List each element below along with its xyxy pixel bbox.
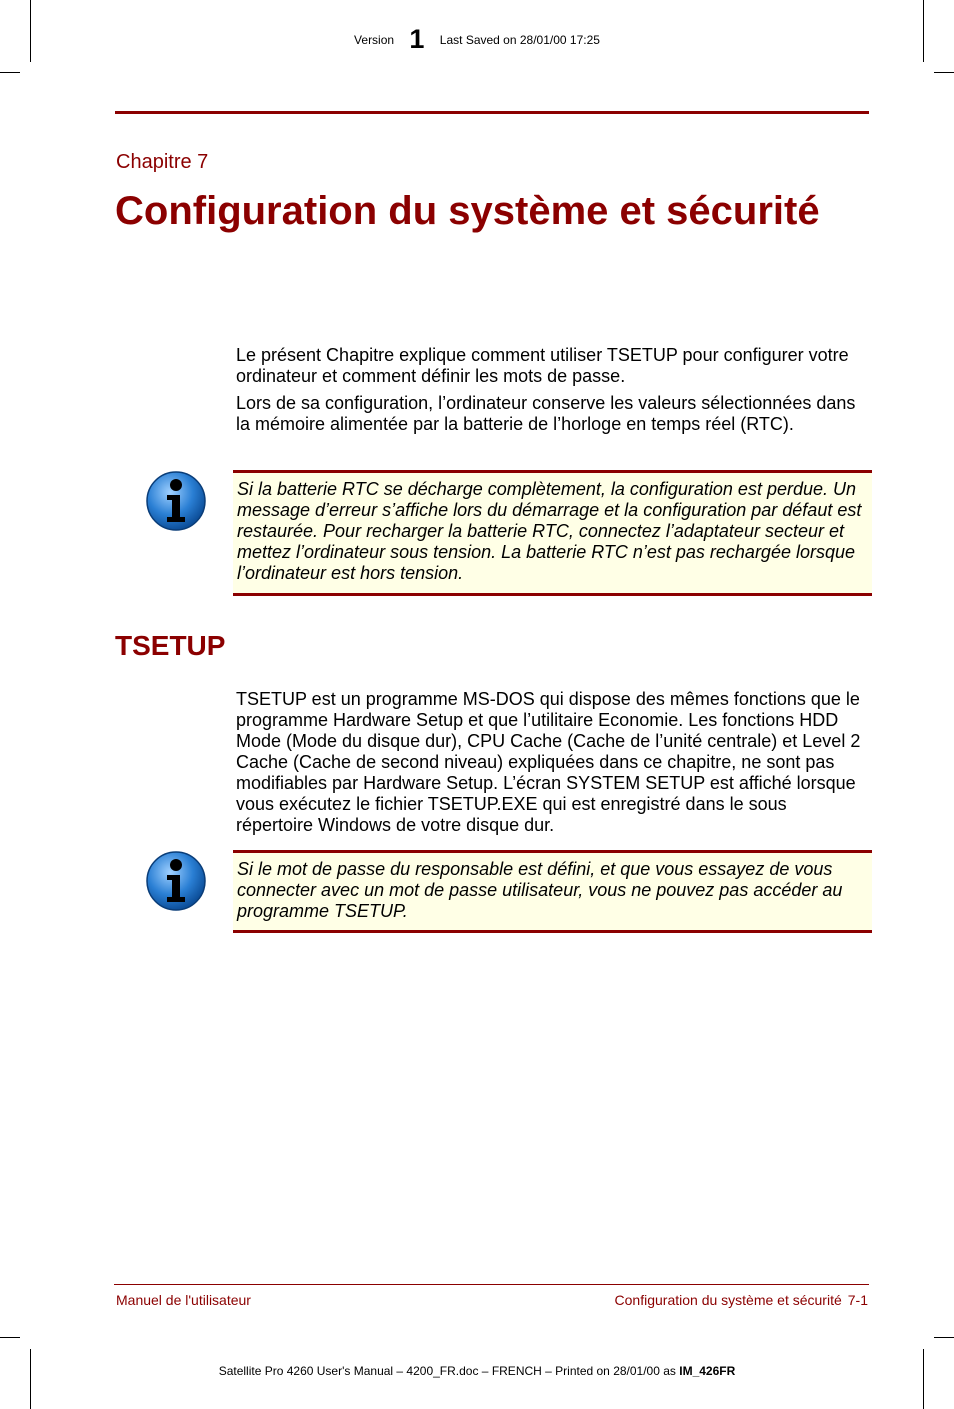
- version-label: Version: [354, 33, 395, 47]
- crop-mark: [0, 72, 20, 73]
- footer-left: Manuel de l'utilisateur: [116, 1292, 251, 1308]
- last-saved: Last Saved on 28/01/00 17:25: [439, 33, 600, 47]
- footer-right: [615, 1292, 868, 1308]
- top-rule: [115, 111, 869, 114]
- footer-chapter-title: Configuration du système et sécurité: [614, 1292, 842, 1308]
- document-header: [0, 24, 954, 55]
- info-icon: [145, 470, 207, 532]
- note-text: Si le mot de passe du responsable est défini, et que vous essayez de vous connecter avec un mot de passe utilisateur, vous ne pouvez pas accéder au programme TSETUP.: [237, 859, 843, 921]
- section-paragraph: TSETUP est un programme MS-DOS qui dispose des mêmes fonctions que le programme Hardware Setup et que l’utilitaire Economie. Les fonctions HDD Mode (Mode du disque dur), CPU Cache (Cache de l’unité centrale) et Level 2 Cache (Cache de second niveau) expliquées dans ce chapitre, ne sont pas modifiables par Hardware Setup. L’écran SYSTEM SETUP est affiché lorsque vous exécutez le fichier TSETUP.EXE qui est enregistré dans le sous répertoire Windows de votre disque dur.: [236, 689, 861, 835]
- intro-paragraph-1: Le présent Chapitre explique comment utiliser TSETUP pour configurer votre ordinateur et comment définir les mots de passe.: [236, 345, 849, 386]
- crop-mark: [934, 1337, 954, 1338]
- note-box: [233, 470, 872, 596]
- page-title: Configuration du système et sécurité: [115, 189, 820, 233]
- print-info: Satellite Pro 4260 User's Manual – 4200_FR.doc – FRENCH – Printed on 28/01/00 as: [218, 1364, 680, 1378]
- crop-mark: [0, 1337, 20, 1338]
- note-text: Si la batterie RTC se décharge complètement, la configuration est perdue. Un message d’erreur s’affiche lors du démarrage et la configuration par défaut est restaurée. Pour recharger la batterie RTC, connectez l’adaptateur secteur et mettez l’ordinateur sous tension. La batterie RTC n’est pas rechargée lorsque l’ordinateur est hors tension.: [237, 479, 862, 583]
- print-code: IM_426FR: [679, 1364, 736, 1378]
- footer-rule: [114, 1284, 869, 1285]
- crop-mark: [30, 1349, 31, 1409]
- crop-mark: [934, 72, 954, 73]
- print-line: [0, 1364, 954, 1378]
- info-icon: [145, 850, 207, 912]
- crop-mark: [923, 1349, 924, 1409]
- section-heading: TSETUP: [115, 630, 226, 661]
- chapter-label: Chapitre 7: [116, 151, 209, 173]
- version-number: 1: [409, 24, 425, 54]
- note-box: [233, 850, 872, 933]
- page-number: 7-1: [847, 1292, 868, 1308]
- intro-paragraph-2: Lors de sa configuration, l’ordinateur conserve les valeurs sélectionnées dans la mémoire alimentée par la batterie de l’horloge en temps réel (RTC).: [236, 393, 856, 434]
